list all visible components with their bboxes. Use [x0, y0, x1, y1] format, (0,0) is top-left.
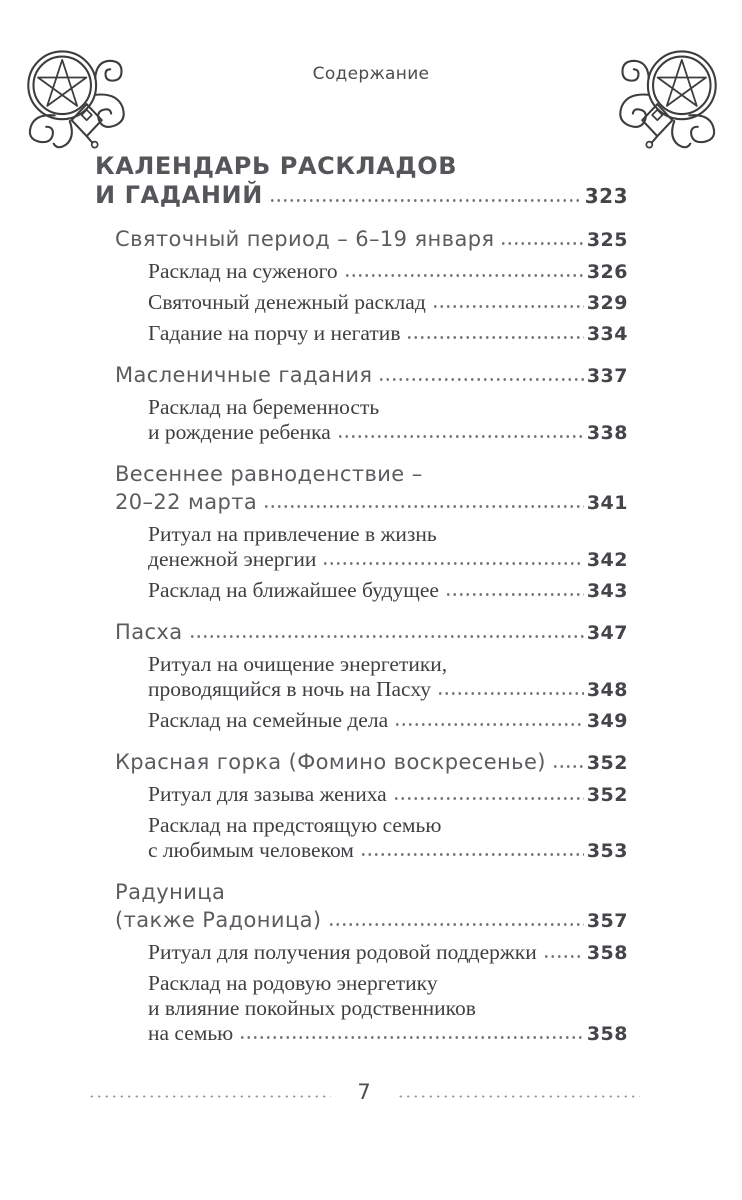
leader-dots: [432, 304, 584, 309]
toc-entry-label: Расклад на ближайшее будущее: [148, 578, 439, 602]
toc-page-number: 357: [586, 910, 628, 932]
leader-dots: [328, 922, 584, 927]
leader-dots: [360, 852, 584, 857]
leader-dots: [239, 1035, 584, 1040]
toc-page-number: 353: [586, 840, 628, 862]
footer-dots-right: [397, 1094, 640, 1099]
leader-dots: [378, 377, 583, 382]
leader-dots: [543, 954, 584, 959]
toc-entry-label: Расклад на родовую энергетику: [148, 971, 438, 995]
toc-entry: [148, 971, 628, 1047]
toc-section: [115, 618, 628, 734]
toc-page-number: 343: [586, 580, 628, 602]
toc-entry: [148, 395, 628, 446]
toc-entry-label: проводящийся в ночь на Пасху: [148, 677, 431, 701]
toc-entry-label: Святочный денежный расклад: [148, 290, 426, 314]
pentagram-ornament-right: [614, 47, 727, 150]
toc-heading-label: Масленичные гадания: [115, 363, 373, 387]
toc-page-number: 338: [586, 422, 628, 444]
toc-entry-label: Ритуал на очищение энергетики,: [148, 652, 448, 676]
footer-dots-left: [88, 1094, 331, 1099]
toc-page-number: 352: [586, 784, 628, 806]
leader-dots: [269, 198, 582, 203]
toc-section-heading: [115, 618, 628, 647]
page-footer: [88, 1080, 640, 1104]
toc-section: [115, 361, 628, 446]
toc-entry-label: на семью: [148, 1021, 234, 1045]
toc-entry: [148, 813, 628, 864]
table-of-contents: [95, 152, 628, 1047]
toc-entry: [148, 522, 628, 573]
toc-entry: [148, 708, 628, 734]
leader-dots: [189, 634, 584, 639]
toc-entry-label: Ритуал для зазыва жениха: [148, 782, 387, 806]
toc-main-title-line1: КАЛЕНДАРЬ РАСКЛАДОВ: [95, 152, 458, 180]
toc-heading-label: Радуница: [115, 880, 226, 904]
toc-entry-label: Расклад на суженого: [148, 259, 338, 283]
leader-dots: [406, 335, 583, 340]
toc-heading-label: 20–22 марта: [115, 490, 258, 514]
toc-entry: [148, 321, 628, 347]
toc-section: [115, 878, 628, 1047]
toc-page-number: 342: [586, 549, 628, 571]
toc-page-number: 326: [586, 261, 628, 283]
toc-section-heading: [115, 225, 628, 254]
running-head: Содержание: [312, 64, 430, 84]
toc-page-number: 347: [586, 622, 628, 644]
toc-page-number: 358: [586, 942, 628, 964]
toc-entry: [148, 782, 628, 808]
toc-page-number: 329: [586, 292, 628, 314]
toc-page-number: 348: [586, 679, 628, 701]
folio-page-number: 7: [357, 1080, 371, 1104]
leader-dots: [393, 796, 584, 801]
toc-page-number: 325: [586, 229, 628, 251]
toc-entry-label: Ритуал для получения родовой поддержки: [148, 940, 537, 964]
toc-heading-label: Красная горка (Фомино воскресенье): [115, 750, 546, 774]
toc-page-number: 337: [586, 365, 628, 387]
toc-page-number: 341: [586, 492, 628, 514]
toc-page-number: 358: [586, 1023, 628, 1045]
pentagram-icon: [17, 47, 130, 150]
toc-entry: [148, 290, 628, 316]
toc-section-heading: [115, 361, 628, 390]
pentagram-icon: [614, 47, 727, 150]
toc-entry-label: и рождение ребенка: [148, 420, 331, 444]
toc-page-number: 323: [584, 184, 628, 208]
pentagram-ornament-left: [17, 47, 130, 150]
toc-entry-label: Расклад на предстоящую семью: [148, 813, 442, 837]
toc-heading-label: (также Радоница): [115, 908, 322, 932]
toc-entry-label: Расклад на семейные дела: [148, 708, 389, 732]
toc-page-number: 334: [586, 323, 628, 345]
toc-section: [115, 460, 628, 604]
toc-entry-label: денежной энергии: [148, 547, 317, 571]
toc-section: [115, 748, 628, 864]
leader-dots: [552, 764, 584, 769]
leader-dots: [500, 241, 583, 246]
leader-dots: [263, 504, 584, 509]
toc-page-number: 349: [586, 710, 628, 732]
toc-section-heading: [115, 878, 628, 935]
toc-section: [115, 225, 628, 347]
leader-dots: [445, 592, 584, 597]
toc-main-title: [95, 152, 628, 211]
leader-dots: [322, 561, 583, 566]
toc-page-number: 352: [586, 752, 628, 774]
toc-entry: [148, 940, 628, 966]
leader-dots: [337, 434, 584, 439]
toc-entry: [148, 652, 628, 703]
toc-heading-label: Святочный период – 6–19 января: [115, 227, 495, 251]
toc-heading-label: Пасха: [115, 620, 183, 644]
leader-dots: [394, 722, 584, 727]
toc-entry-label: и влияние покойных родственников: [148, 996, 476, 1020]
toc-entry-label: Расклад на беременность: [148, 395, 380, 419]
toc-heading-label: Весеннее равноденствие –: [115, 462, 423, 486]
toc-entry: [148, 578, 628, 604]
toc-entry-label: с любимым человеком: [148, 838, 354, 862]
toc-section-heading: [115, 748, 628, 777]
toc-main-title-line2: И ГАДАНИЙ: [95, 181, 263, 209]
leader-dots: [344, 273, 584, 278]
toc-entry-label: Гадание на порчу и негатив: [148, 321, 401, 345]
leader-dots: [437, 691, 584, 696]
toc-entry-label: Ритуал на привлечение в жизнь: [148, 522, 437, 546]
toc-entry: [148, 259, 628, 285]
toc-section-heading: [115, 460, 628, 517]
